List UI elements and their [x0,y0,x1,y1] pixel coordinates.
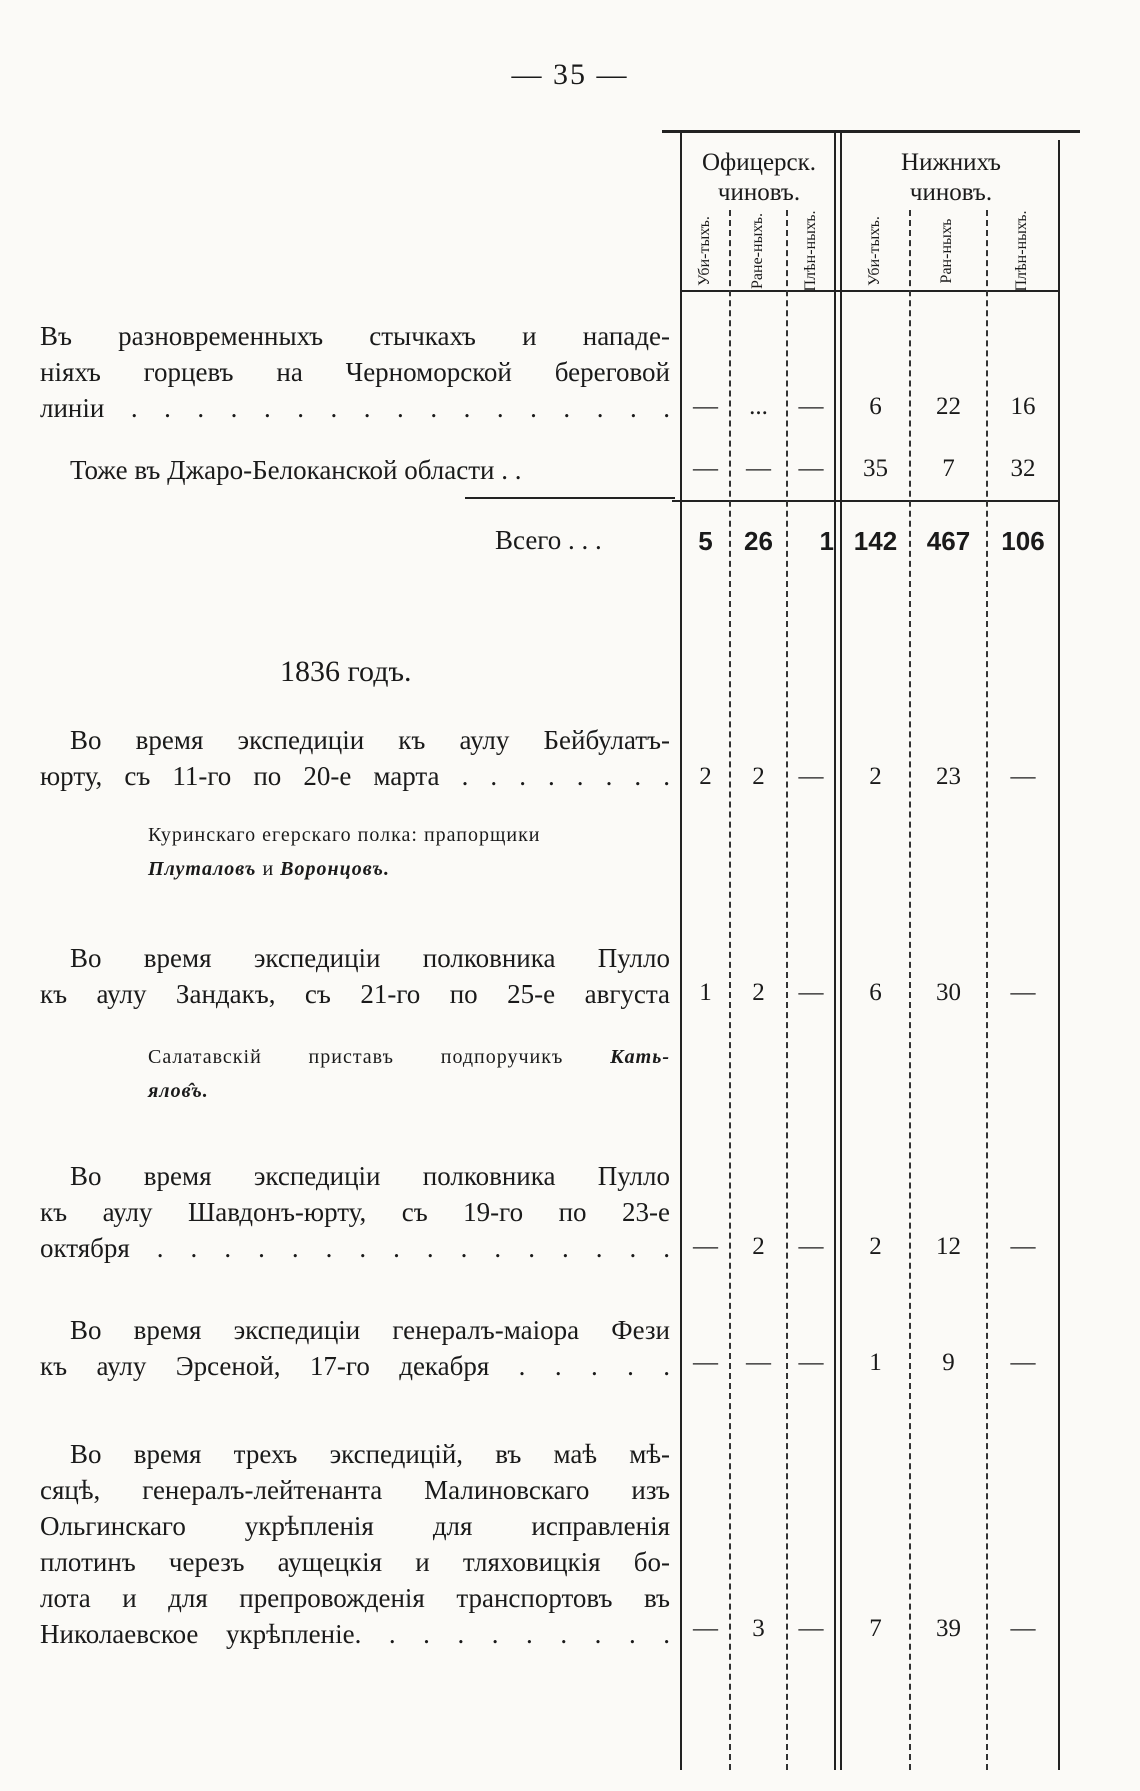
entry-line: Во время экспедиціи полковника Пулло [70,1161,670,1191]
note-line [148,852,670,886]
cell-officers-wounded: — [746,1349,771,1376]
entry-text [40,1158,670,1266]
cell-officers-wounded: 2 [752,763,765,790]
cell-lower-wounded: 12 [936,1233,961,1260]
col-line-left [680,130,682,1770]
cell-officers-killed: 1 [699,979,712,1006]
total-label: Всего . . . [495,525,602,555]
total-officers-captured: 1 [819,526,834,556]
header-officers-title-2: чиновъ. [717,179,801,206]
note-text: Салатавскій приставъ подпоручикъ [148,1046,564,1068]
entry-note [148,818,670,886]
entry-line: плотинъ черезъ аущецкія и тляховицкія бо- [40,1547,670,1577]
cell-officers-killed: — [693,455,718,482]
subheader-officers-wounded: Ране-ныхъ. [749,213,766,289]
cell-officers-captured: — [798,763,824,790]
note-line [148,1040,670,1074]
cell-officers-wounded: 2 [752,979,765,1006]
cell-lower-captured: 16 [1010,393,1036,420]
cell-officers-wounded: 2 [752,1233,765,1260]
subheader-officers-killed: Уби-тыхъ. [696,216,713,286]
entry-line: октября . . . . . . . . . . . . . . . . [40,1233,670,1263]
entry-text [40,940,670,1012]
total-officers-killed: 5 [698,526,713,556]
note-name: ялов̂ъ. [148,1080,209,1102]
table-top-rule [662,130,1080,133]
entry-text [70,452,670,488]
entry-line: Въ разновременныхъ стычкахъ и нападе- [40,321,670,351]
col-line-mid-b [840,130,842,1770]
total-lower-killed: 142 [853,526,898,556]
entry-line: сяцѣ, генералъ-лейтенанта Малиновскаго изъ [40,1475,670,1505]
cell-officers-wounded: ... [749,393,768,420]
cell-officers-killed: — [693,393,718,420]
entry-line: Во время экспедиціи къ аулу Бейбулатъ- [70,725,670,755]
cell-lower-wounded: 39 [936,1615,961,1642]
entry-text [40,722,670,794]
page-number: — 35 — [511,58,629,91]
cell-officers-killed: 2 [699,763,712,790]
entry-line: къ аулу Эрсеной, 17-го декабря . . . . . [40,1351,670,1381]
entry-line: линіи . . . . . . . . . . . . . . . . . [40,393,670,423]
entry-line: Во время трехъ экспедицій, въ маѣ мѣ- [70,1439,670,1469]
cell-lower-killed: 2 [869,1233,882,1260]
note-name: Воронцовъ. [280,858,390,880]
cell-lower-killed: 2 [869,763,882,790]
text-total-rule [465,497,675,499]
subheader-lower-wounded: Ран-ныхъ [938,218,955,284]
cell-officers-captured: — [798,1615,824,1642]
entry-text [40,1436,670,1652]
cell-lower-wounded: 30 [936,979,961,1006]
cell-lower-wounded: 22 [936,393,961,420]
year-heading: 1836 годъ. [280,655,412,688]
cell-lower-killed: 35 [863,455,888,482]
cell-lower-killed: 1 [869,1349,882,1376]
entry-note [148,1040,670,1108]
entry-text [40,1312,670,1384]
cell-officers-captured: — [798,393,824,420]
cell-officers-captured: — [798,455,824,482]
cell-officers-killed: — [693,1349,718,1376]
note-line: Куринскаго егерскаго полка: прапорщики [148,824,541,846]
header-officers [684,148,834,208]
subheader-lower-captured: Плѣн-ныхъ. [1013,210,1030,292]
cell-lower-captured: — [1010,1349,1036,1376]
cell-officers-wounded: 3 [752,1615,765,1642]
subheader-lower-killed: Уби-тыхъ. [866,216,883,286]
cell-lower-wounded: 7 [942,455,955,482]
cell-lower-captured: — [1010,763,1036,790]
cell-lower-wounded: 23 [936,763,961,790]
cell-lower-captured: — [1010,1615,1036,1642]
header-lower-title-1: Нижнихъ [901,149,1001,176]
entry-text [40,318,670,426]
cell-officers-captured: — [798,1233,824,1260]
cell-lower-killed: 6 [869,979,882,1006]
entry-line: лота и для препровожденія транспортовъ въ [40,1583,670,1613]
note-name: Кать- [610,1046,670,1068]
cell-lower-killed: 6 [869,393,882,420]
header-lower [844,148,1058,208]
cell-officers-killed: — [693,1615,718,1642]
cell-officers-killed: — [693,1233,718,1260]
entry-line: Во время экспедиціи полковника Пулло [70,943,670,973]
entry-line: Тоже въ Джаро-Белоканской области . . [70,455,522,485]
cell-lower-captured: — [1010,1233,1036,1260]
cell-lower-wounded: 9 [942,1349,955,1376]
entry-line: къ аулу Шавдонъ-юрту, съ 19-го по 23-е [40,1197,670,1227]
col-line-mid-a [834,130,836,1770]
header-officers-title-1: Офицерск. [701,149,817,176]
total-lower-wounded: 467 [926,526,971,556]
entry-line: Ольгинскаго укрѣпленія для исправленія [40,1511,670,1541]
total-lower-captured: 106 [1001,526,1045,556]
header-lower-title-2: чиновъ. [909,179,993,206]
note-and: и [262,858,275,880]
entry-line: Николаевское укрѣпленіе. . . . . . . . . . [40,1619,670,1649]
entry-line: юрту, съ 11-го по 20-е марта . . . . . . . . [40,761,670,791]
cell-lower-captured: — [1010,979,1036,1006]
subheader-officers-captured: Плѣн-ныхъ. [802,210,819,292]
cell-officers-wounded: — [746,455,771,482]
entry-line: Во время экспедиціи генералъ-маіора Фези [70,1315,670,1345]
note-line [148,1074,670,1108]
entry-line: къ аулу Зандакъ, съ 21-го по 25-е августа [40,979,670,1009]
cell-officers-captured: — [798,979,824,1006]
col-line-right [1058,140,1060,1770]
entry-line: ніяхъ горцевъ на Черноморской береговой [40,357,670,387]
cell-officers-captured: — [798,1349,824,1376]
cell-lower-captured: 32 [1010,455,1036,482]
note-name: Плуталовъ [148,858,257,880]
cell-lower-killed: 7 [869,1615,882,1642]
total-officers-wounded: 26 [744,526,773,556]
